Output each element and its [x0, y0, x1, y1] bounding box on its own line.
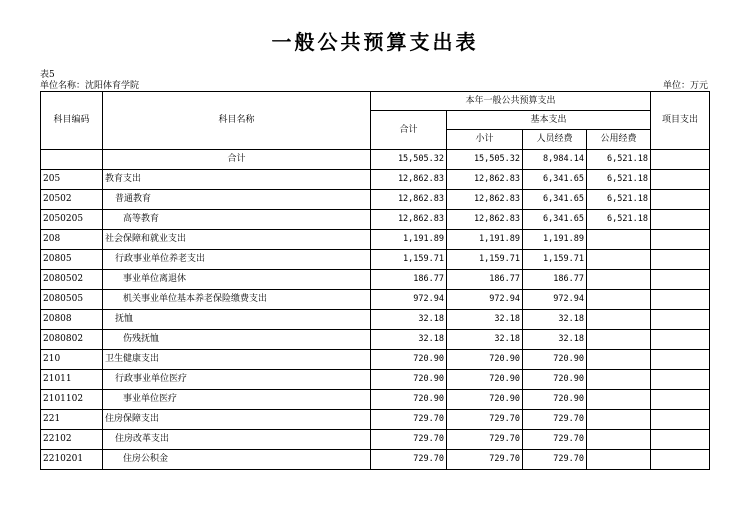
cell-personnel: 32.18 [523, 310, 587, 330]
cell-project [651, 190, 710, 210]
cell-code: 2050205 [41, 210, 103, 230]
cell-public [587, 370, 651, 390]
header-personnel: 人员经费 [523, 130, 587, 150]
header-subtotal: 小计 [447, 130, 523, 150]
cell-personnel: 720.90 [523, 370, 587, 390]
cell-name: 事业单位离退休 [103, 270, 371, 290]
cell-public [587, 450, 651, 470]
cell-subtotal: 972.94 [447, 290, 523, 310]
cell-public: 6,521.18 [587, 190, 651, 210]
cell-project [651, 350, 710, 370]
cell-code: 22102 [41, 430, 103, 450]
cell-name: 卫生健康支出 [103, 350, 371, 370]
cell-code: 20805 [41, 250, 103, 270]
cell-project [651, 210, 710, 230]
cell-personnel: 6,341.65 [523, 170, 587, 190]
cell-subtotal: 32.18 [447, 310, 523, 330]
cell-total: 729.70 [371, 450, 447, 470]
cell-name: 住房保障支出 [103, 410, 371, 430]
header-basic: 基本支出 [447, 111, 651, 130]
table-row [41, 290, 710, 310]
cell-total: 186.77 [371, 270, 447, 290]
cell-public [587, 430, 651, 450]
cell-project [651, 170, 710, 190]
cell-public [587, 250, 651, 270]
cell-subtotal: 32.18 [447, 330, 523, 350]
cell-project [651, 330, 710, 350]
cell-subtotal: 720.90 [447, 350, 523, 370]
cell-public: 6,521.18 [587, 210, 651, 230]
header-public: 公用经费 [587, 130, 651, 150]
cell-subtotal: 12,862.83 [447, 210, 523, 230]
cell-name: 事业单位医疗 [103, 390, 371, 410]
table-row [41, 430, 710, 450]
table-row [41, 310, 710, 330]
cell-personnel: 720.90 [523, 390, 587, 410]
unit-name: 单位名称：沈阳体育学院 [40, 81, 140, 91]
cell-public [587, 350, 651, 370]
cell-personnel: 32.18 [523, 330, 587, 350]
cell-name: 机关事业单位基本养老保险缴费支出 [103, 290, 371, 310]
header-code: 科目编码 [41, 92, 103, 150]
cell-total: 720.90 [371, 370, 447, 390]
cell-personnel: 186.77 [523, 270, 587, 290]
cell-subtotal: 720.90 [447, 390, 523, 410]
cell-project [651, 230, 710, 250]
cell-project [651, 410, 710, 430]
cell-code: 2101102 [41, 390, 103, 410]
table-row [41, 390, 710, 410]
table-row [41, 450, 710, 470]
cell-code: 205 [41, 170, 103, 190]
cell-personnel: 1,159.71 [523, 250, 587, 270]
cell-subtotal: 720.90 [447, 370, 523, 390]
cell-name: 行政事业单位养老支出 [103, 250, 371, 270]
cell-public [587, 390, 651, 410]
cell-project [651, 270, 710, 290]
cell-name: 行政事业单位医疗 [103, 370, 371, 390]
table-row [41, 330, 710, 350]
cell-name: 普通教育 [103, 190, 371, 210]
table-row [41, 190, 710, 210]
cell-personnel: 1,191.89 [523, 230, 587, 250]
cell-subtotal: 729.70 [447, 430, 523, 450]
cell-project [651, 370, 710, 390]
cell-total: 1,191.89 [371, 230, 447, 250]
cell-total: 15,505.32 [371, 150, 447, 170]
unit-label: 单位：万元 [662, 81, 708, 91]
cell-personnel: 8,984.14 [523, 150, 587, 170]
cell-code: 2080505 [41, 290, 103, 310]
cell-total: 12,862.83 [371, 170, 447, 190]
cell-code: 221 [41, 410, 103, 430]
cell-total: 720.90 [371, 350, 447, 370]
cell-name: 合计 [103, 150, 371, 170]
table-row [41, 210, 710, 230]
cell-total: 729.70 [371, 410, 447, 430]
header-current-year: 本年一般公共预算支出 [371, 92, 651, 111]
cell-project [651, 150, 710, 170]
cell-code: 21011 [41, 370, 103, 390]
cell-code: 2080802 [41, 330, 103, 350]
cell-total: 32.18 [371, 310, 447, 330]
cell-project [651, 450, 710, 470]
cell-name: 住房公积金 [103, 450, 371, 470]
header-total: 合计 [371, 111, 447, 150]
table-row [41, 170, 710, 190]
table-number: 表5 [40, 70, 55, 80]
page-title: 一般公共预算支出表 [271, 30, 479, 54]
cell-code: 2210201 [41, 450, 103, 470]
cell-total: 972.94 [371, 290, 447, 310]
cell-total: 12,862.83 [371, 190, 447, 210]
cell-personnel: 972.94 [523, 290, 587, 310]
budget-table [40, 91, 710, 470]
cell-subtotal: 1,191.89 [447, 230, 523, 250]
table-row [41, 410, 710, 430]
cell-name: 高等教育 [103, 210, 371, 230]
cell-project [651, 430, 710, 450]
cell-subtotal: 12,862.83 [447, 190, 523, 210]
cell-personnel: 6,341.65 [523, 210, 587, 230]
cell-project [651, 310, 710, 330]
cell-code [41, 150, 103, 170]
header-name: 科目名称 [103, 92, 371, 150]
cell-public [587, 230, 651, 250]
cell-subtotal: 1,159.71 [447, 250, 523, 270]
cell-personnel: 720.90 [523, 350, 587, 370]
cell-personnel: 729.70 [523, 430, 587, 450]
table-row [41, 230, 710, 250]
cell-name: 社会保障和就业支出 [103, 230, 371, 250]
cell-total: 12,862.83 [371, 210, 447, 230]
cell-subtotal: 12,862.83 [447, 170, 523, 190]
cell-code: 208 [41, 230, 103, 250]
cell-name: 住房改革支出 [103, 430, 371, 450]
cell-subtotal: 729.70 [447, 450, 523, 470]
total-row [41, 150, 710, 170]
cell-public [587, 290, 651, 310]
cell-total: 32.18 [371, 330, 447, 350]
cell-total: 1,159.71 [371, 250, 447, 270]
cell-public: 6,521.18 [587, 170, 651, 190]
cell-personnel: 729.70 [523, 450, 587, 470]
cell-code: 2080502 [41, 270, 103, 290]
cell-code: 20808 [41, 310, 103, 330]
cell-public [587, 410, 651, 430]
cell-personnel: 729.70 [523, 410, 587, 430]
cell-subtotal: 186.77 [447, 270, 523, 290]
cell-total: 729.70 [371, 430, 447, 450]
cell-name: 伤残抚恤 [103, 330, 371, 350]
cell-subtotal: 729.70 [447, 410, 523, 430]
header-project: 项目支出 [651, 92, 710, 150]
table-row [41, 250, 710, 270]
cell-public [587, 310, 651, 330]
cell-project [651, 290, 710, 310]
cell-code: 20502 [41, 190, 103, 210]
cell-public: 6,521.18 [587, 150, 651, 170]
cell-subtotal: 15,505.32 [447, 150, 523, 170]
table-row [41, 370, 710, 390]
cell-public [587, 330, 651, 350]
cell-personnel: 6,341.65 [523, 190, 587, 210]
cell-project [651, 250, 710, 270]
cell-name: 教育支出 [103, 170, 371, 190]
cell-public [587, 270, 651, 290]
table-row [41, 270, 710, 290]
cell-total: 720.90 [371, 390, 447, 410]
cell-project [651, 390, 710, 410]
table-row [41, 350, 710, 370]
cell-name: 抚恤 [103, 310, 371, 330]
cell-code: 210 [41, 350, 103, 370]
